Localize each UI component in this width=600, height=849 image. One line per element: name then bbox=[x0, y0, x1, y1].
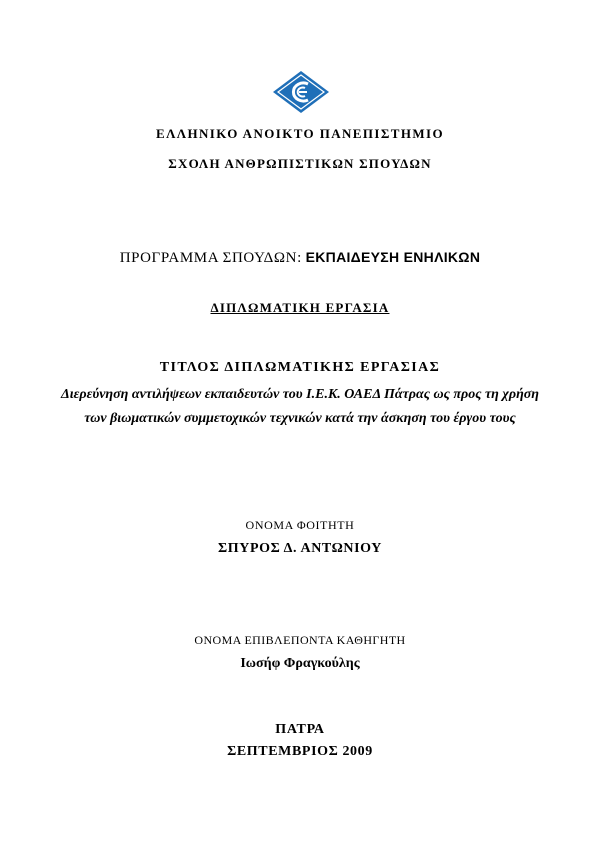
school-name: ΣΧΟΛΗ ΑΝΘΡΩΠΙΣΤΙΚΩΝ ΣΠΟΥΔΩΝ bbox=[168, 156, 432, 171]
study-program bbox=[0, 249, 600, 267]
university-name: ΕΛΛΗΝΙΚΟ ΑΝΟΙΚΤΟ ΠΑΝΕΠΙΣΤΗΜΙΟ bbox=[156, 126, 444, 141]
student-name-label: ΟΝΟΜΑ ΦΟΙΤΗΤΗ bbox=[245, 518, 355, 532]
document-type: ΔΙΠΛΩΜΑΤΙΚΗ ΕΡΓΑΣΙΑ bbox=[210, 300, 390, 315]
city: ΠΑΤΡΑ bbox=[275, 722, 325, 737]
university-logo-icon bbox=[272, 70, 330, 114]
thesis-title: Διερεύνηση αντιλήψεων εκπαιδευτών του Ι.Ε.Κ. ΟΑΕΔ Πάτρας ως προς τη χρήση των βιωματικών συμμετοχικών τεχνικών κατά την άσκηση του έργου τους bbox=[60, 387, 539, 426]
study-program-label: ΠΡΟΓΡΑΜΜΑ ΣΠΟΥΔΩΝ: bbox=[119, 250, 302, 266]
supervisor-name-label: ΟΝΟΜΑ ΕΠΙΒΛΕΠΟΝΤΑ ΚΑΘΗΓΗΤΗ bbox=[194, 633, 406, 647]
student-name: ΣΠΥΡΟΣ Δ. ΑΝΤΩΝΙΟΥ bbox=[218, 541, 382, 556]
study-program-value: ΕΚΠΑΙΔΕΥΣΗ ΕΝΗΛΙΚΩΝ bbox=[305, 249, 481, 265]
thesis-title-heading: ΤΙΤΛΟΣ ΔΙΠΛΩΜΑΤΙΚΗΣ ΕΡΓΑΣΙΑΣ bbox=[159, 360, 441, 375]
submission-date: ΣΕΠΤΕΜΒΡΙΟΣ 2009 bbox=[227, 744, 373, 759]
supervisor-name: Ιωσήφ Φραγκούλης bbox=[240, 656, 360, 671]
